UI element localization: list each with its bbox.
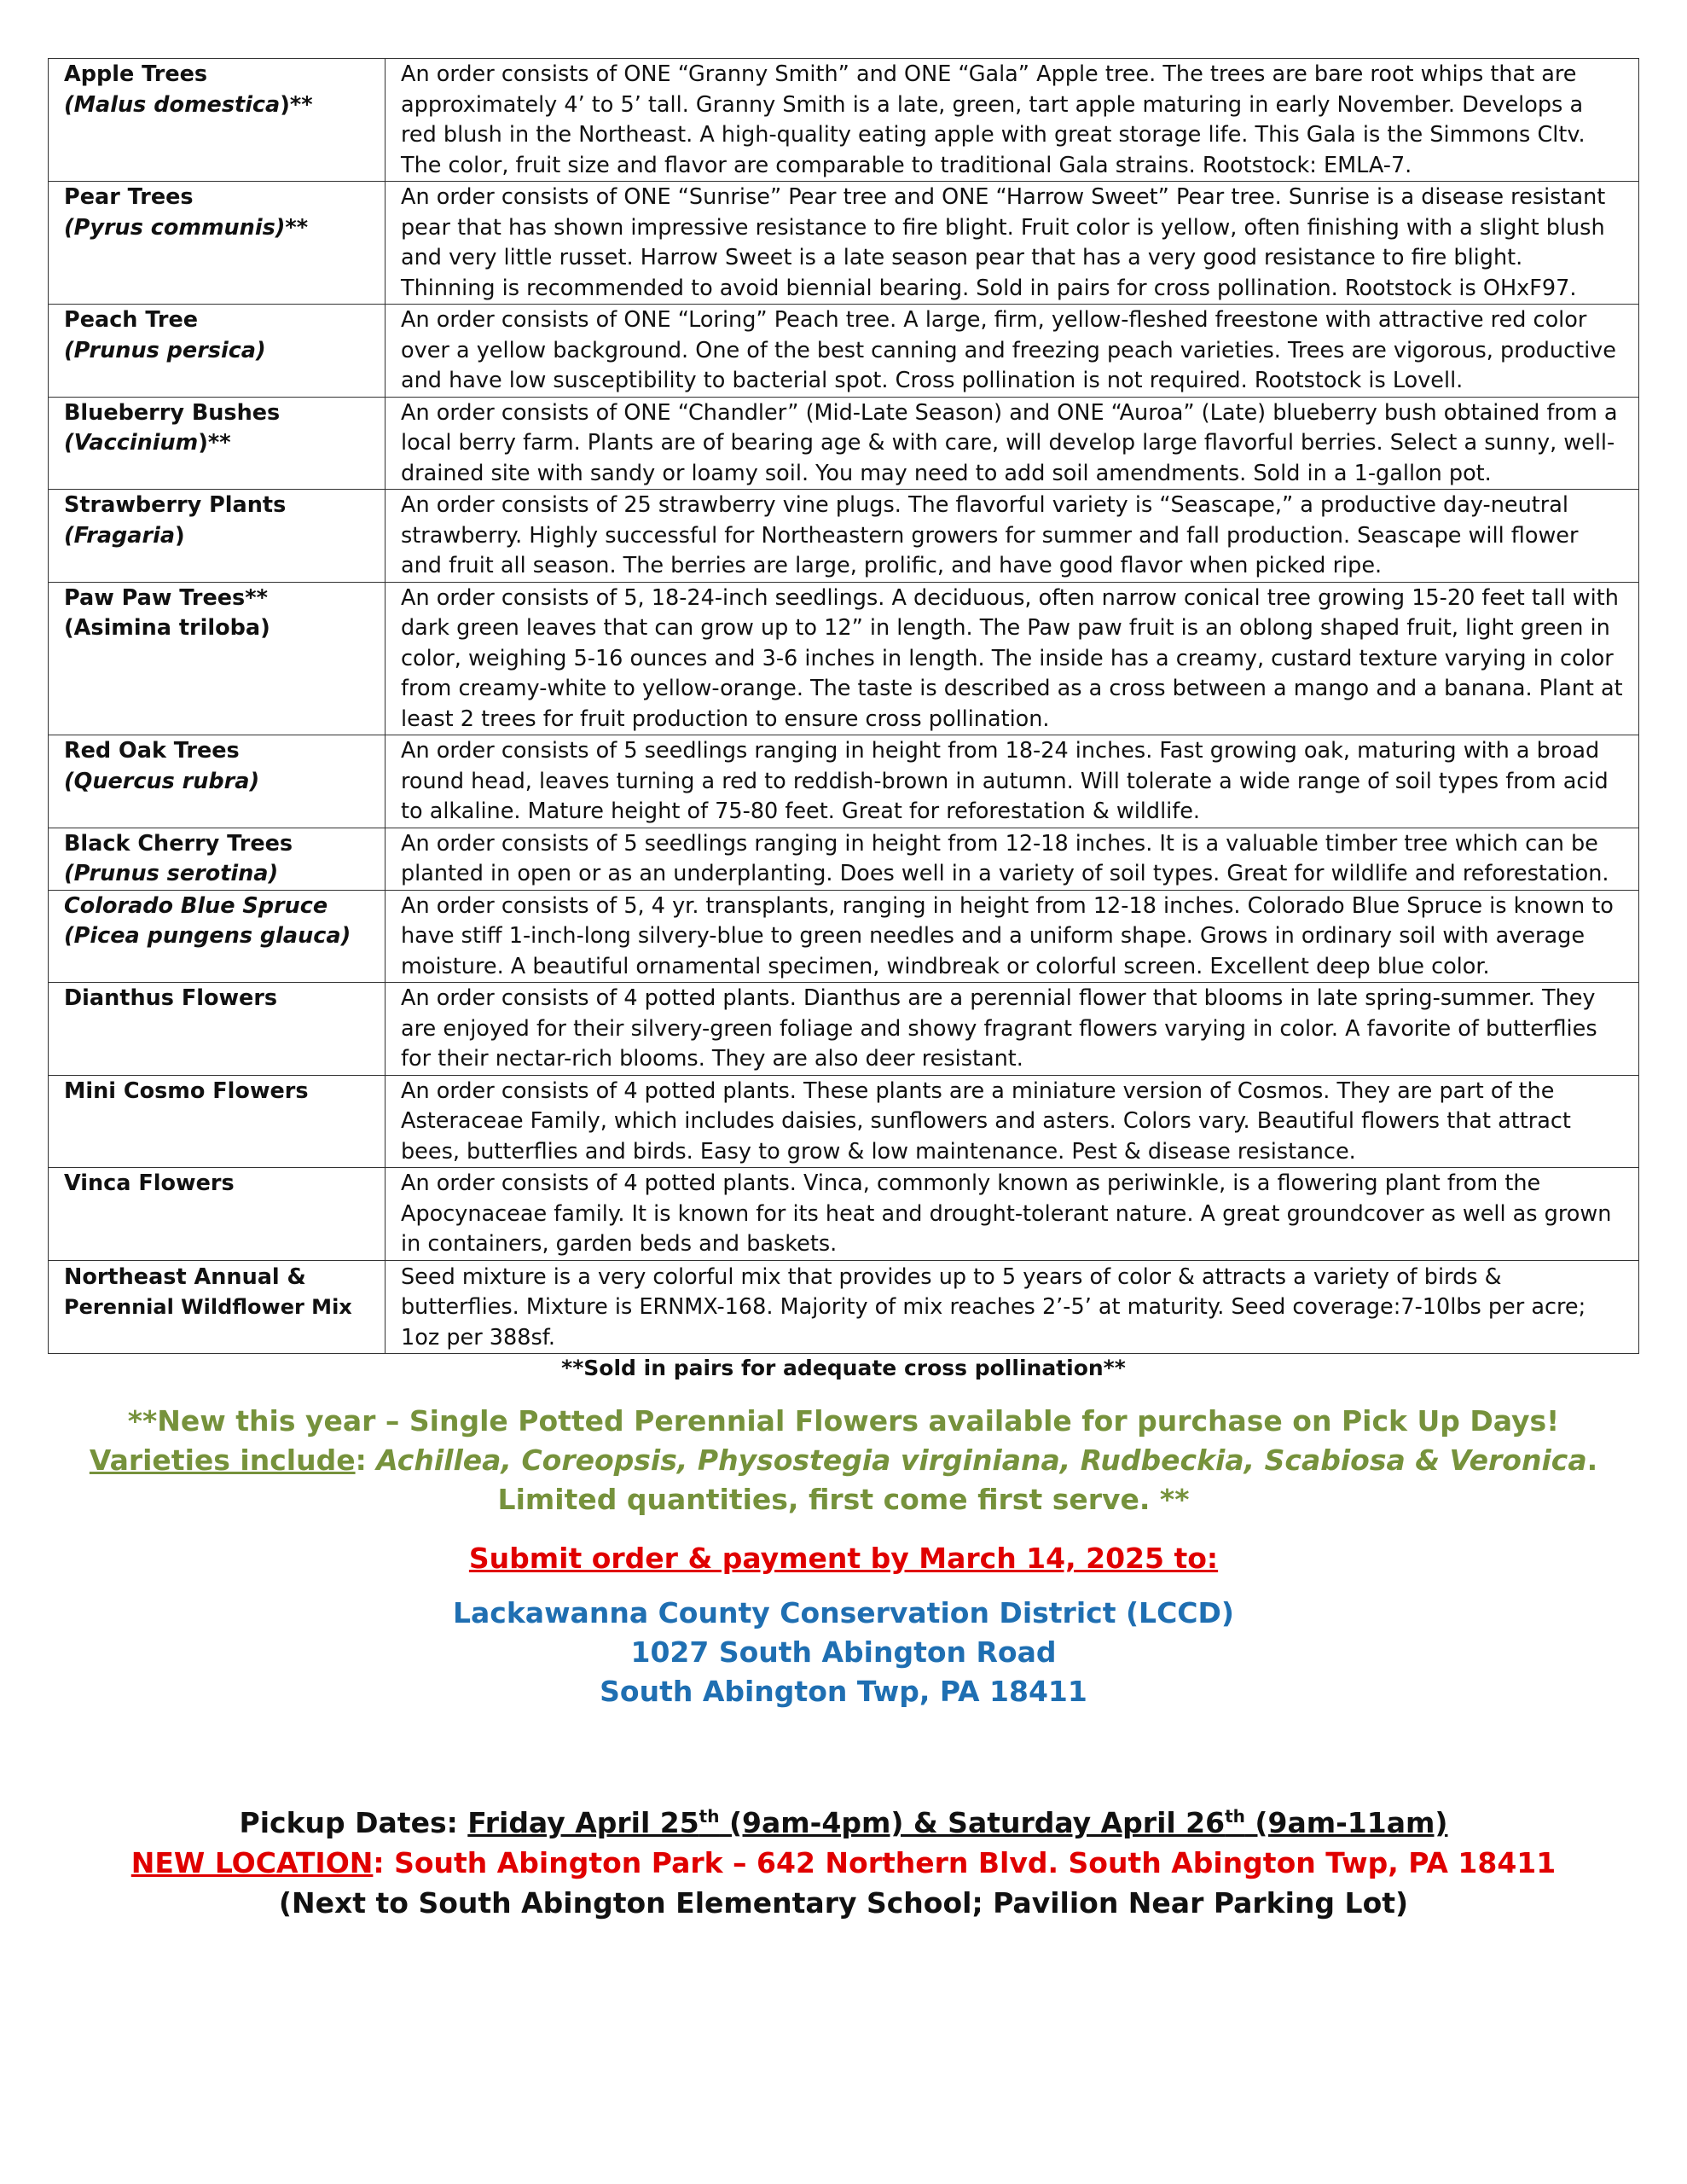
plant-description-cell [386,490,1639,583]
pickup-day-1-suffix: th [699,1806,720,1827]
new-this-year-line: **New this year – Single Potted Perennial Flowers available for purchase on Pick Up Days! [127,1404,1560,1438]
plant-description: An order consists of 5 seedlings ranging in height from 12-18 inches. It is a valuable timber tree which can be planted in open or as an underplanting. Does well in a variety of soil types. Great for wildlife and reforestation. [401,830,1609,886]
plant-description-cell [386,1075,1639,1168]
plant-description-cell [386,182,1639,305]
plant-name-suffix: )** [198,430,231,456]
varieties-label: Varieties include [89,1443,356,1477]
plant-latin-name: (Fragaria [64,522,176,549]
plant-name-cell [49,182,386,305]
plant-common-name: Paw Paw Trees** [64,584,268,611]
plant-description: An order consists of 5 seedlings ranging in height from 18-24 inches. Fast growing oak, maturing with a broad round head, leaves turning a red to reddish-brown in autumn. Will tolerate a wide range of soil types from acid to alkaline. Mature height of 75-80 feet. Great for reforestation & wildlife. [401,738,1609,824]
plant-common-name: Peach Tree [64,307,199,333]
new-location-line [48,1843,1639,1883]
plant-latin-name: Colorado Blue Spruce (Picea pungens glauca) [64,892,351,949]
plant-latin-name: (Prunus persica) [64,337,266,363]
pickup-day-2-suffix: th [1225,1806,1245,1827]
pickup-day-1-hours: (9am-4pm) & Saturday April 26 [719,1806,1226,1839]
plant-description: An order consists of ONE “Loring” Peach tree. A large, firm, yellow-fleshed freestone with attractive red color over a yellow background. One of the best canning and freezing peach varieties. Trees are vigorous, productive and have low susceptibility to bacterial spot. Cross pollination is not required. Rootstock is Lovell. [401,307,1616,393]
pickup-label: Pickup Dates: [239,1806,468,1839]
cross-pollination-footnote: **Sold in pairs for adequate cross pollination** [561,1356,1126,1380]
plant-latin-name: (Quercus rubra) [64,768,260,794]
new-this-year-notice [48,1402,1639,1519]
plant-common-name: Mini Cosmo Flowers [64,1077,309,1104]
plant-name-suffix: )** [280,91,313,118]
plant-name-cell [49,735,386,828]
plant-latin-name: (Prunus serotina) [64,861,279,886]
plant-name-cell [49,1168,386,1261]
new-location-address: : South Abington Park – 642 Northern Blvd. South Abington Twp, PA 18411 [373,1846,1557,1879]
plant-common-name: Black Cherry Trees [64,830,293,857]
plant-name-suffix: Perennial Wildflower Mix [64,1295,352,1319]
order-form-page [48,58,1639,1923]
plant-table [48,58,1639,1354]
pickup-info [48,1797,1639,1923]
table-row [49,735,1639,828]
table-row [49,490,1639,583]
plant-common-name: Strawberry Plants [64,492,287,518]
plant-description-cell [386,397,1639,490]
table-row [49,1168,1639,1261]
varieties-colon: : [355,1443,377,1477]
plant-name-cell [49,1260,386,1354]
plant-common-name: Blueberry Bushes [64,399,281,426]
plant-description-cell [386,59,1639,182]
table-row [49,397,1639,490]
plant-name-suffix: ) [175,522,185,549]
plant-description: An order consists of 4 potted plants. Dianthus are a perennial flower that blooms in late spring-summer. They are enjoyed for their silvery-green foliage and showy fragrant flowers varying in color. A favorite of butterflies for their nectar-rich blooms. They are also deer resistant. [401,985,1597,1072]
plant-description: An order consists of ONE “Chandler” (Mid-Late Season) and ONE “Auroa” (Late) blueberry bush obtained from a local berry farm. Plants are of bearing age & with care, will develop large flavorful berries. Select a sunny, well-drained site with sandy or loamy soil. You may need to add soil amendments. Sold in a 1-gallon pot. [401,399,1618,486]
address-line-2: 1027 South Abington Road [630,1635,1057,1669]
plant-description-cell [386,305,1639,398]
plant-description-cell [386,582,1639,735]
plant-description: An order consists of 5, 4 yr. transplants, ranging in height from 12-18 inches. Colorado Blue Spruce is known to have stiff 1-inch-long silvery-blue to green needles and a uniform shape. Grows in ordinary soil with average moisture. A beautiful ornamental specimen, windbreak or colorful screen. Excellent deep blue color. [401,892,1614,979]
plant-common-name: Northeast Annual & [64,1263,306,1290]
pickup-day-1: Friday April 25 [467,1806,699,1839]
plant-description: An order consists of 5, 18-24-inch seedlings. A deciduous, often narrow conical tree growing 15-20 feet tall with dark green leaves that can grow up to 12” in length. The Paw paw fruit is an oblong shaped fruit, light green in color, weighing 5-16 ounces and 3-6 inches in length. The inside has a creamy, custard texture varying in color from creamy-white to yellow-orange. The taste is described as a cross between a mango and a banana. Plant at least 2 trees for fruit production to ensure cross pollination. [401,584,1623,732]
varieties-line [48,1441,1639,1480]
plant-description: An order consists of 4 potted plants. These plants are a miniature version of Cosmos. They are part of the Asteraceae Family, which includes daisies, sunflowers and asters. Colors vary. Beautiful flowers that attract bees, butterflies and birds. Easy to grow & low maintenance. Pest & disease resistance. [401,1077,1571,1165]
plant-description-cell [386,735,1639,828]
plant-description-cell [386,983,1639,1076]
pickup-dates [467,1806,1447,1839]
plant-description: An order consists of 25 strawberry vine plugs. The flavorful variety is “Seascape,” a productive day-neutral strawberry. Highly successful for Northeastern growers for summer and fall production. Seascape will flower and fruit all season. The berries are large, prolific, and have good flavor when picked ripe. [401,492,1579,578]
plant-name-cell [49,397,386,490]
plant-common-name: Pear Trees [64,184,194,210]
limited-quantities-line: Limited quantities, first come first serve. ** [497,1483,1190,1516]
address-line-1: Lackawanna County Conservation District (LCCD) [453,1596,1234,1629]
table-row [49,59,1639,182]
table-row [49,1260,1639,1354]
new-location-label: NEW LOCATION [130,1846,374,1879]
plant-common-name: Dianthus Flowers [64,985,278,1011]
plant-common-name: Red Oak Trees [64,738,240,764]
plant-description-cell [386,828,1639,890]
plant-latin-name: (Malus domestica [64,91,281,118]
plant-name-cell [49,582,386,735]
varieties-period: . [1586,1443,1598,1477]
submit-deadline [48,1542,1639,1575]
plant-description-cell [386,890,1639,983]
table-row [49,828,1639,890]
table-row [49,890,1639,983]
plant-name-cell [49,490,386,583]
plant-name-cell [49,828,386,890]
table-row [49,182,1639,305]
address-line-3: South Abington Twp, PA 18411 [600,1675,1087,1708]
plant-description-cell [386,1168,1639,1261]
plant-name-cell [49,59,386,182]
plant-name-cell [49,890,386,983]
plant-name-cell [49,1075,386,1168]
pickup-dates-line [48,1797,1639,1843]
mailing-address [48,1594,1639,1711]
plant-description-cell [386,1260,1639,1354]
pickup-day-2-hours: (9am-11am) [1244,1806,1448,1839]
table-row [49,1075,1639,1168]
plant-latin-name: (Pyrus communis)** [64,214,309,241]
plant-description: Seed mixture is a very colorful mix that provides up to 5 years of color & attracts a variety of birds & butterflies. Mixture is ERNMX-168. Majority of mix reaches 2’-5’ at maturity. Seed coverage:7-10lbs per acre; 1oz per 388sf. [401,1263,1586,1350]
plant-description: An order consists of ONE “Granny Smith” and ONE “Gala” Apple tree. The trees are bare root whips that are approximately 4’ to 5’ tall. Granny Smith is a late, green, tart apple maturing in early November. Develops a red blush in the Northeast. A high-quality eating apple with great storage life. This Gala is the Simmons Cltv. The color, fruit size and flavor are comparable to traditional Gala strains. Rootstock: EMLA-7. [401,61,1586,178]
plant-name-cell [49,305,386,398]
plant-name-suffix: (Asimina triloba) [64,615,270,641]
plant-description: An order consists of 4 potted plants. Vinca, commonly known as periwinkle, is a flowering plant from the Apocynaceae family. It is known for its heat and drought-tolerant nature. A great groundcover as well as grown in containers, garden beds and baskets. [401,1170,1612,1257]
plant-common-name: Apple Trees [64,61,208,87]
varieties-list: Achillea, Coreopsis, Physostegia virginiana, Rudbeckia, Scabiosa & Veronica [376,1443,1587,1477]
plant-name-cell [49,983,386,1076]
plant-description: An order consists of ONE “Sunrise” Pear tree and ONE “Harrow Sweet” Pear tree. Sunrise is a disease resistant pear that has shown impressive resistance to fire blight. Fruit color is yellow, often finishing with a slight blush and very little russet. Harrow Sweet is a late season pear that has a very good resistance to fire blight. Thinning is recommended to avoid biennial bearing. Sold in pairs for cross pollination. Rootstock is OHxF97. [401,184,1606,301]
table-row [49,305,1639,398]
location-note: (Next to South Abington Elementary School; Pavilion Near Parking Lot) [278,1886,1409,1920]
table-row [49,983,1639,1076]
plant-latin-name: (Vaccinium [64,430,199,456]
plant-common-name: Vinca Flowers [64,1170,235,1196]
submit-deadline-text: Submit order & payment by March 14, 2025 to: [468,1542,1219,1575]
table-row [49,582,1639,735]
